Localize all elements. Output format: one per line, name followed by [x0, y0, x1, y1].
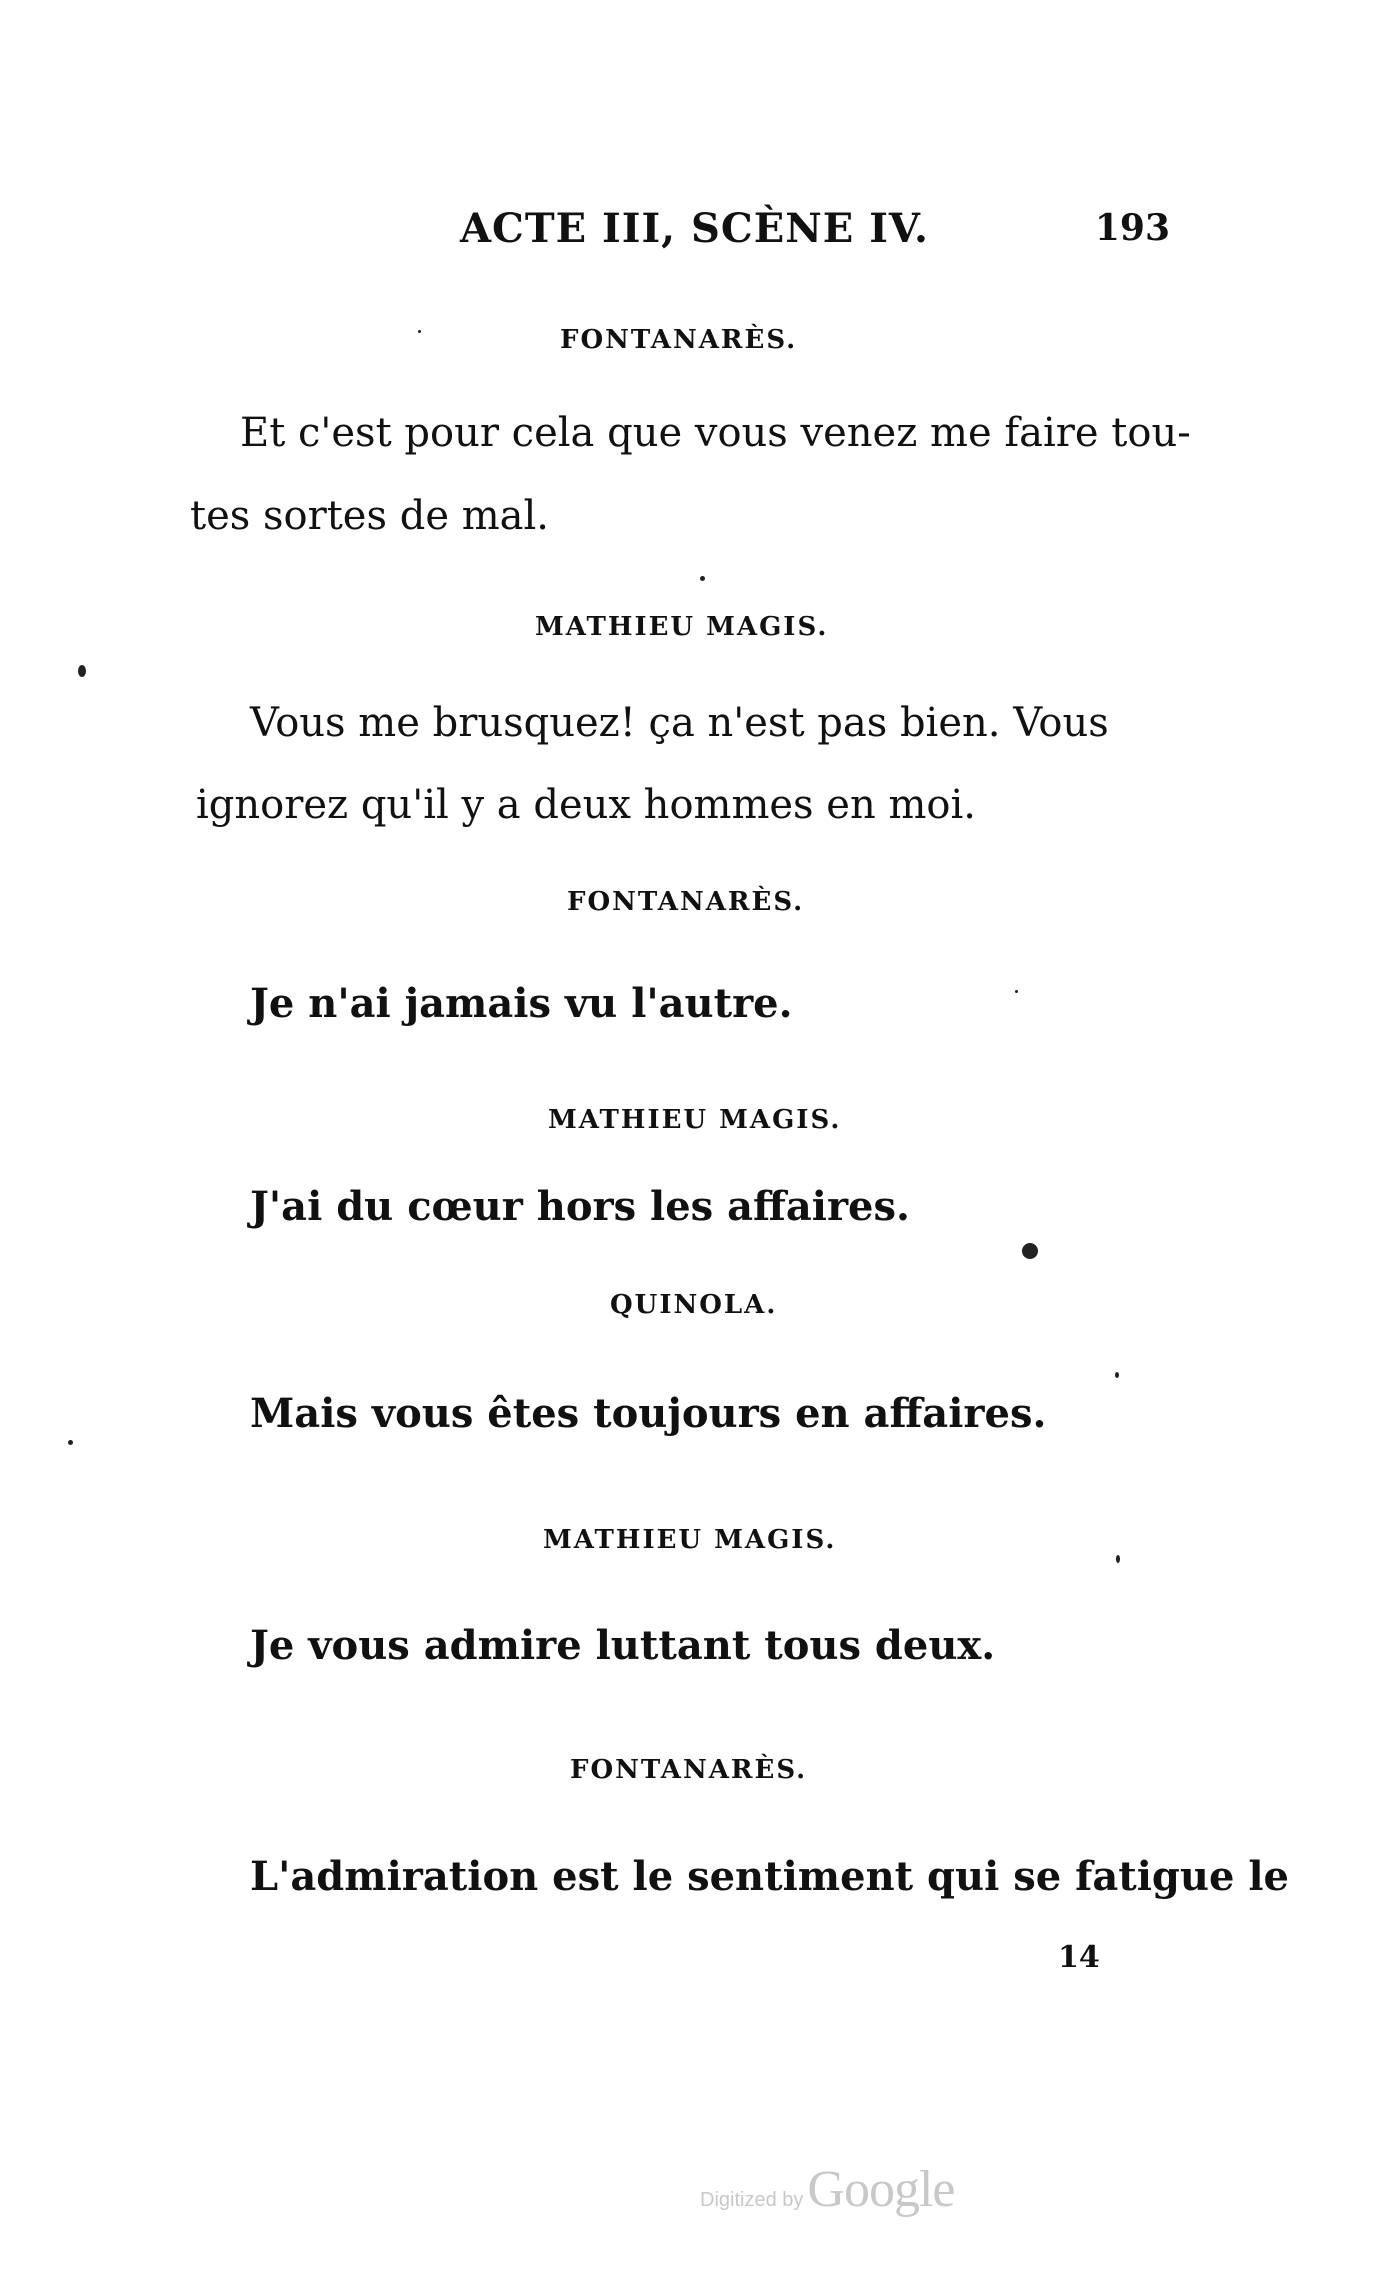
dialogue-line: ignorez qu'il y a deux hommes en moi. — [196, 782, 976, 828]
digitized-by-label: Digitized by — [700, 2189, 804, 2211]
scan-speck — [78, 665, 86, 677]
scan-speck — [1015, 990, 1018, 993]
speaker-name: MATHIEU MAGIS. — [535, 612, 829, 642]
page-header — [460, 205, 1180, 265]
scan-speck — [1115, 1372, 1119, 1378]
digitized-watermark — [700, 2160, 954, 2220]
speaker-name: FONTANARÈS. — [560, 325, 798, 355]
speaker-name: FONTANARÈS. — [567, 887, 805, 917]
running-title: ACTE III, SCÈNE IV. — [460, 205, 929, 252]
dialogue-line: J'ai du cœur hors les affaires. — [250, 1183, 910, 1230]
dialogue-line: L'admiration est le sentiment qui se fatigue le — [250, 1853, 1289, 1900]
dialogue-line: Et c'est pour cela que vous venez me faire tou- — [240, 410, 1191, 456]
dialogue-line: Vous me brusquez! ça n'est pas bien. Vous — [250, 700, 1109, 746]
google-logo: Google — [807, 2161, 955, 2218]
dialogue-line: Je vous admire luttant tous deux. — [250, 1622, 996, 1669]
speaker-name: MATHIEU MAGIS. — [543, 1525, 837, 1555]
scan-speck — [700, 576, 705, 581]
speaker-name: FONTANARÈS. — [570, 1755, 808, 1785]
speaker-name: MATHIEU MAGIS. — [548, 1105, 842, 1135]
dialogue-line: Mais vous êtes toujours en affaires. — [250, 1390, 1047, 1437]
signature-mark: 14 — [1058, 1940, 1100, 1975]
scan-speck — [1022, 1243, 1038, 1259]
dialogue-line: Je n'ai jamais vu l'autre. — [250, 980, 793, 1027]
scan-speck — [418, 330, 421, 333]
dialogue-line: tes sortes de mal. — [190, 493, 549, 539]
scan-speck — [1116, 1555, 1120, 1563]
speaker-name: QUINOLA. — [610, 1290, 778, 1320]
scan-speck — [68, 1440, 73, 1445]
page-number: 193 — [1094, 207, 1170, 249]
